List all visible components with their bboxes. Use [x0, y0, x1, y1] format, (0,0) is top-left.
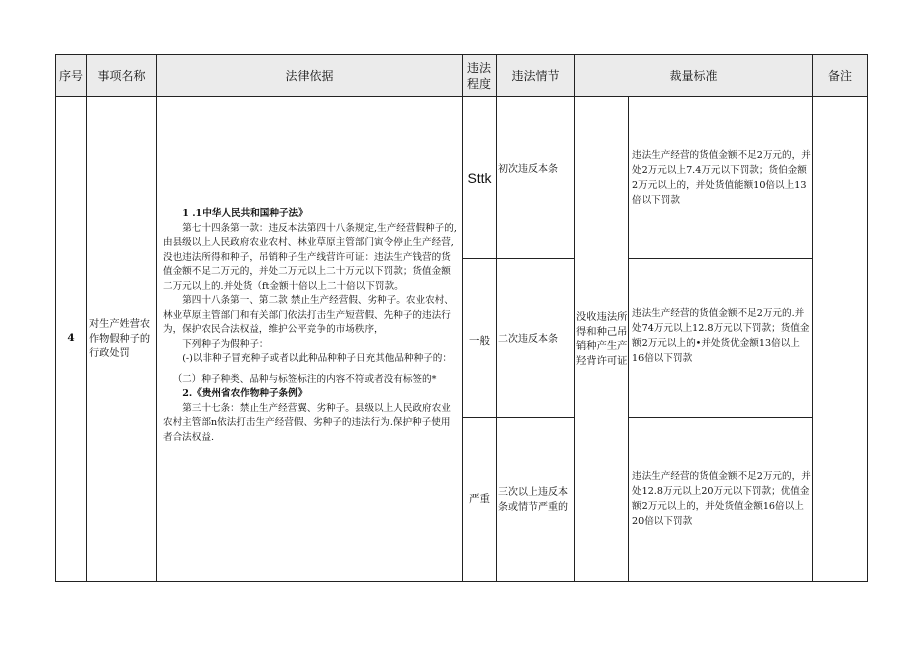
header-circumstance: 违法情节 [511, 68, 560, 83]
legal-basis-text [163, 207, 459, 445]
circumstance-level-3: 三次以上违反本条或情节严重的 [498, 487, 568, 513]
col-line-2 [156, 54, 157, 582]
circumstance-level-1: 初次违反本条 [498, 164, 558, 175]
standard-level-2-text: 违法生产经营的货值金额不足2万元的.并处74万元以上12.8万元以下罚款；货值金额2万元以上的•并处货优金额13倍以上16倍以下罚款 [632, 308, 810, 364]
col-line-0 [55, 54, 56, 582]
degree-level-1: Sttk [467, 170, 492, 186]
law-article-48: 第四十八条第一、第二款 禁止生产经营假、劣种子。农业农村、林业草原主管部门和有关部门依法打击生产短营假、先种子的违法行为，保护农民合法权益，维护公平竞争的市场秩序， [163, 295, 454, 335]
circumstance-level-2: 二次违反本条 [498, 334, 558, 345]
law-fake-seed-intro: 下列种子为假种子： [182, 338, 269, 350]
law-fake-seed-item-2: （二）种子种类、品种与标签标注的内容不符或者没有标签的* [172, 373, 437, 385]
header-item-name: 事项名称 [97, 68, 146, 83]
col-line-7 [812, 54, 813, 582]
standard-level-1-text: 违法生产经营的货值金额不足2万元的，并处2万元以上7.4万元以下罚款；货伯金额2万元以上的，并处货值能额10倍以上13倍以下罚款 [632, 150, 811, 206]
header-legal-basis: 法律依据 [285, 68, 334, 83]
law-heading-2: 2.《贵州省农作物种子条例》 [182, 388, 308, 399]
header-seq: 序号 [58, 68, 83, 83]
header-standard: 裁量标准 [669, 68, 718, 83]
standard-level-1 [632, 148, 812, 208]
col-line-6 [628, 96, 629, 582]
standard-level-2 [632, 306, 812, 366]
level-divider-2 [462, 417, 575, 418]
standard-level-3 [632, 469, 812, 529]
law-article-37: 第三十七条：禁止生产经营翼、劣种子。县级以上人民政府农业农村主管部n依法打击生产经营假、劣种子的违法行为.保护种子使用者合法权益. [163, 402, 451, 443]
header-degree: 违法程度 [466, 60, 491, 91]
degree-level-2: 一般 [469, 335, 490, 347]
col-line-5 [574, 54, 575, 582]
law-fake-seed-item-1: (-)以非种子冒充种子或者以此种品种种子日充其他品种种子的： [182, 353, 452, 364]
law-article-74: 第七十四条第一款：违反本法第四十八条规定,生产经营假种子的,由县级以上人民政府农业农村、林业草原主管部门寅令停止生产经营,没也违法所得和种子，吊销种子生产线营许可证：违法生产钱营的货值金额不足二万元的，并处二万元以上二十万元以下罚款；货值金额二万元以上的.并处货（ft金额十倍以上二十倍以下罚款。 [163, 222, 457, 292]
degree-level-3: 严重 [469, 493, 490, 505]
col-line-1 [86, 54, 87, 582]
row-item-name: 对生产姓营农作物假种子的行政处罚 [89, 319, 151, 359]
col-line-8 [867, 54, 868, 582]
standard-divider-1 [628, 258, 813, 259]
penalty-text: 没收违法所得和种己吊销种产生产羟背许可证 [576, 311, 628, 367]
standard-divider-2 [628, 417, 813, 418]
header-remark: 备注 [827, 68, 852, 83]
row-seq: 4 [67, 332, 75, 344]
law-heading-1: 1 .1中华人民共和国种子法》 [182, 208, 308, 219]
col-line-4 [496, 54, 497, 582]
level-divider-1 [462, 258, 575, 259]
standard-level-3-text: 违法生产经营的货值金额不足2万元的，并处12.8万元以上20万元以下罚款；优值金额2万元以上的，并处货值金额16倍以上20倍以下罚款 [632, 471, 811, 527]
